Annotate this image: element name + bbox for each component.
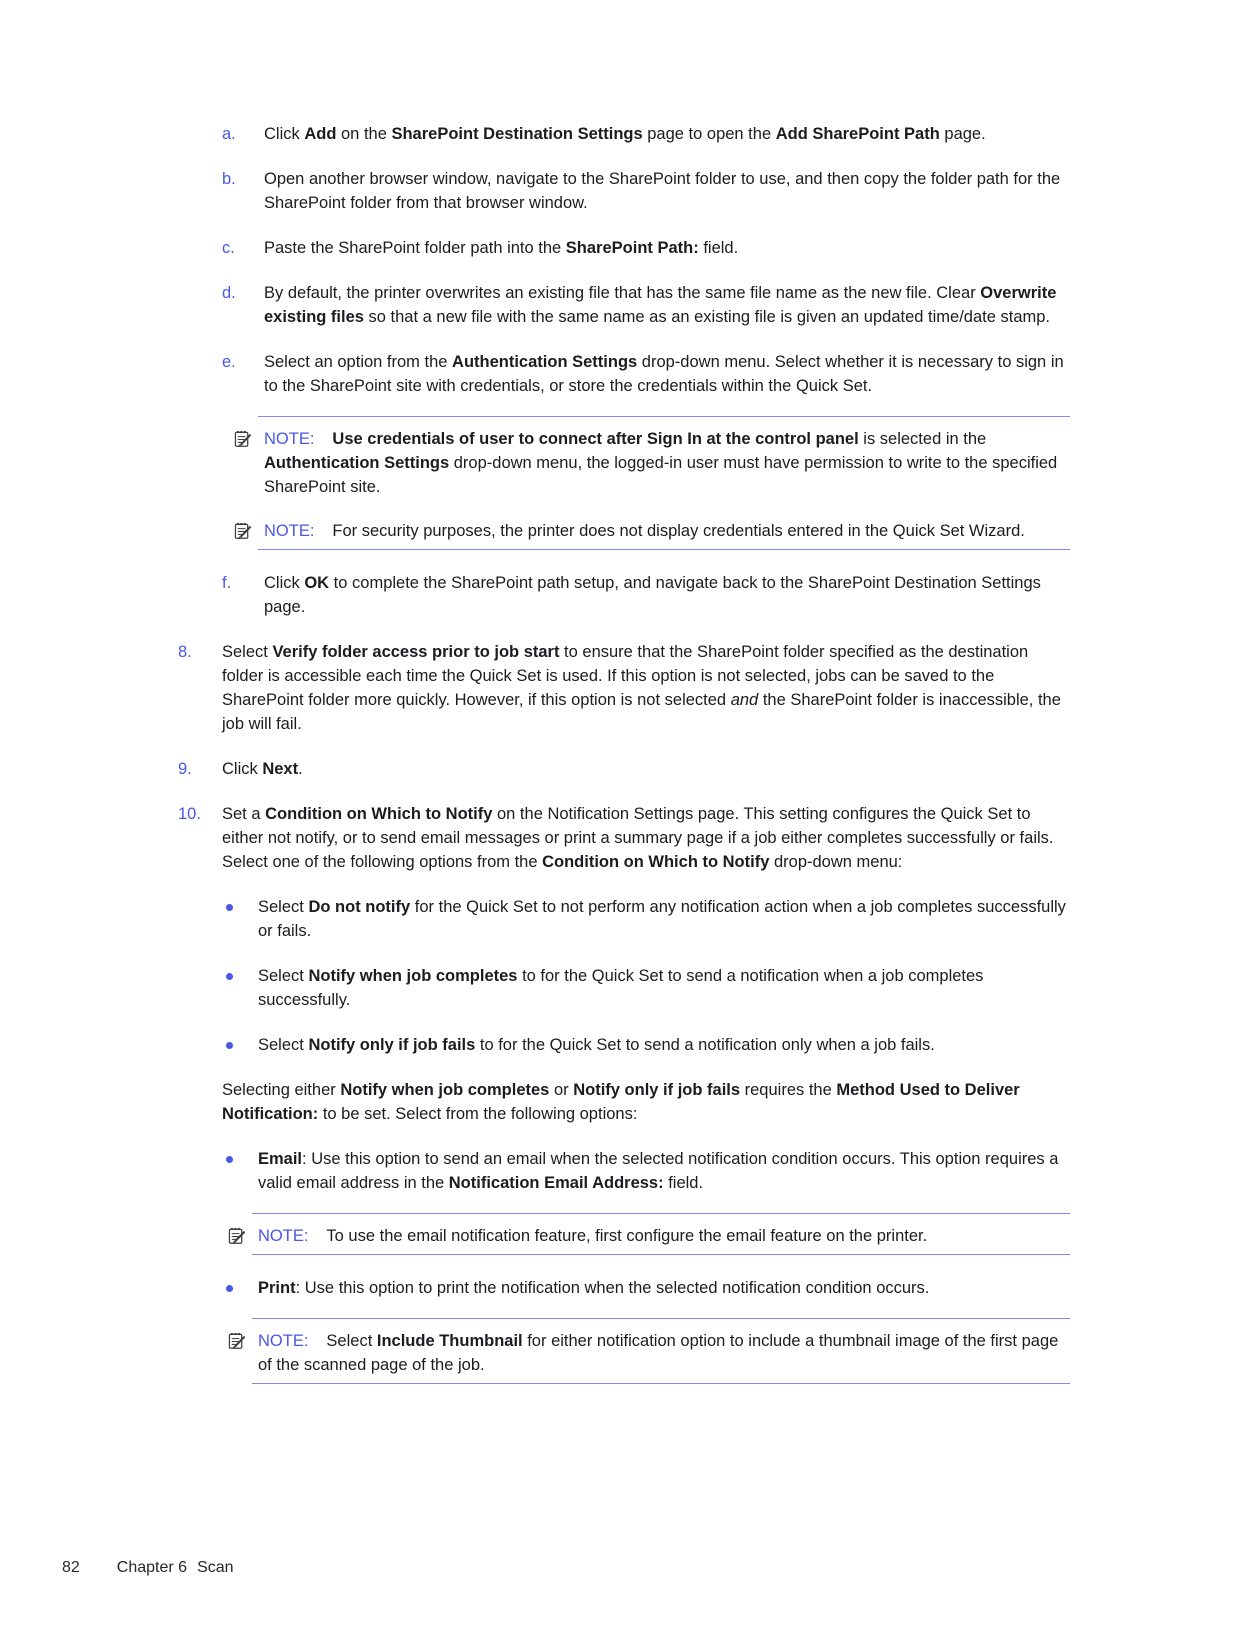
text-segment: SharePoint Path: [565, 239, 699, 257]
text-segment: drop-down menu. Select whether it is necessary to sign in to the SharePoint site with credentials, or store the credentials within the Quick Set. [264, 353, 1064, 395]
bullet-icon [226, 904, 233, 911]
list-item [178, 757, 1070, 781]
text-segment: Select [258, 1036, 309, 1054]
note-text [264, 430, 1057, 496]
text-segment: OK [304, 574, 330, 592]
text-segment: for either notification option to include a thumbnail image of the first page of the scanned page of the job. [258, 1332, 1059, 1374]
text-segment: to for the Quick Set to send a notification only when a job fails. [475, 1036, 935, 1054]
text-segment: Open another browser window, navigate to the SharePoint folder to use, and then copy the folder path for the SharePoint folder from that browser window. [264, 170, 1061, 212]
text-segment: Authentication Settings [452, 353, 638, 371]
item-text [222, 640, 1070, 736]
list-marker: f. [222, 574, 232, 592]
list-item [178, 640, 1070, 736]
text-segment: To use the email notification feature, first configure the email feature on the printer. [326, 1227, 928, 1245]
text-segment: Notify only if job fails [573, 1081, 741, 1099]
note-icon [232, 428, 255, 451]
text-segment: page. [939, 125, 986, 143]
list-marker: e. [222, 353, 236, 371]
text-segment: Do not notify [308, 898, 411, 916]
text-segment: field. [698, 239, 739, 257]
bullet-marker [226, 1033, 258, 1057]
bullet-icon [226, 973, 233, 980]
text-segment: to complete the SharePoint path setup, and navigate back to the SharePoint Destination Settings page. [264, 574, 1041, 616]
list-item [222, 236, 1070, 260]
item-text [258, 895, 1070, 943]
list-item [226, 1276, 1070, 1300]
note-text [258, 1332, 1058, 1374]
list-marker: d. [222, 284, 236, 302]
text-segment: drop-down menu, the logged-in user must have permission to write to the specified SharePoint site. [264, 454, 1058, 496]
text-segment: For security purposes, the printer does not display credentials entered in the Quick Set Wizard. [332, 522, 1025, 540]
text-segment: : Use this option to send an email when the selected notification condition occurs. This option requires a valid email address in the [258, 1150, 1059, 1192]
text-segment: Authentication Settings [264, 454, 450, 472]
text-segment: Email [258, 1150, 303, 1168]
item-text [264, 571, 1070, 619]
item-text [264, 350, 1070, 398]
text-segment: Click [222, 760, 263, 778]
item-text [222, 802, 1070, 874]
paragraph [222, 1078, 1067, 1126]
text-segment: and [730, 691, 759, 709]
text-segment: Use credentials of user to connect after Sign In at the control panel [332, 430, 859, 448]
page-number: 82 [62, 1559, 80, 1576]
text-segment: to ensure that the SharePoint folder specified as the destination folder is accessible each time the Quick Set is used. If this option is not selected, jobs can be saved to the SharePoint folder more quickly. However, if this option is not selected [222, 643, 1029, 709]
text-segment: Print [258, 1279, 296, 1297]
text-segment: so that a new file with the same name as an existing file is given an updated time/date stamp. [363, 308, 1051, 326]
text-segment: the SharePoint folder is inaccessible, the job will fail. [222, 691, 1061, 733]
bullet-marker [226, 964, 258, 1012]
text-segment: Click [264, 574, 305, 592]
note-group [252, 1213, 1070, 1255]
list-item [226, 895, 1070, 943]
item-text [258, 1276, 1070, 1300]
text-segment: . [298, 760, 303, 778]
text-segment: Notify only if job fails [308, 1036, 476, 1054]
text-segment: Condition on Which to Notify [542, 853, 770, 871]
item-text [258, 964, 1070, 1012]
text-segment: requires the [740, 1081, 837, 1099]
text-segment: SharePoint Destination Settings [391, 125, 643, 143]
note-icon [232, 520, 255, 543]
text-segment: Add SharePoint Path [775, 125, 940, 143]
note-label: NOTE: [258, 1332, 309, 1350]
text-segment: for the Quick Set to not perform any notification action when a job completes successfully or fails. [258, 898, 1066, 940]
text-segment: Selecting either [222, 1081, 341, 1099]
text-segment: page to open the [642, 125, 776, 143]
text-segment: Select [258, 898, 309, 916]
note-icon [226, 1330, 249, 1353]
text-segment: to for the Quick Set to send a notification when a job completes successfully. [258, 967, 984, 1009]
list-item [226, 964, 1070, 1012]
text-segment: to be set. Select from the following options: [318, 1105, 638, 1123]
note-block [258, 427, 1070, 499]
bullet-icon [226, 1156, 233, 1163]
bullet-marker [226, 895, 258, 943]
list-item [222, 571, 1070, 619]
bullet-marker [226, 1276, 258, 1300]
page-footer [62, 1556, 234, 1580]
text-segment: is selected in the [858, 430, 987, 448]
text-segment: Click [264, 125, 305, 143]
text-segment: Select [326, 1332, 377, 1350]
note-icon [226, 1225, 249, 1248]
list-marker: b. [222, 170, 236, 188]
note-group [258, 416, 1070, 550]
note-block [252, 1224, 1070, 1248]
text-segment: Select [222, 643, 273, 661]
item-text [264, 236, 1070, 260]
text-segment: By default, the printer overwrites an existing file that has the same file name as the new file. Clear [264, 284, 981, 302]
item-text [258, 1033, 1070, 1057]
note-block [252, 1329, 1070, 1377]
text-segment: Set a [222, 805, 266, 823]
list-item [222, 122, 1070, 146]
note-text [326, 1227, 927, 1245]
item-text [264, 167, 1070, 215]
list-marker: 10. [178, 805, 201, 823]
list-marker: 9. [178, 760, 192, 778]
list-marker: c. [222, 239, 235, 257]
text-segment: Notify when job completes [308, 967, 518, 985]
bullet-marker [226, 1147, 258, 1195]
text-segment: Select an option from the [264, 353, 453, 371]
footer-section: Scan [197, 1559, 234, 1576]
text-segment: field. [663, 1174, 704, 1192]
item-text [258, 1147, 1070, 1195]
text-segment: on the [336, 125, 392, 143]
list-item [222, 350, 1070, 398]
item-text [222, 757, 1070, 781]
text-segment: Include Thumbnail [376, 1332, 523, 1350]
list-marker: a. [222, 125, 236, 143]
note-block [258, 519, 1070, 543]
text-segment: Overwrite existing files [264, 284, 1057, 326]
text-segment: drop-down menu: [769, 853, 903, 871]
text-segment: or [549, 1081, 574, 1099]
list-item [178, 802, 1070, 874]
note-label: NOTE: [258, 1227, 309, 1245]
note-text [332, 522, 1024, 540]
text-segment: on the Notification Settings page. This setting configures the Quick Set to either not notify, or to send email messages or print a summary page if a job either completes successfully or fails. Select one of the following options from the [222, 805, 1054, 871]
item-text [264, 281, 1070, 329]
text-segment: : Use this option to print the notification when the selected notification condition occurs. [295, 1279, 930, 1297]
list-item [226, 1147, 1070, 1195]
note-label: NOTE: [264, 522, 315, 540]
list-item [226, 1033, 1070, 1057]
note-group [252, 1318, 1070, 1384]
text-segment: Paste the SharePoint folder path into the [264, 239, 566, 257]
note-label: NOTE: [264, 430, 315, 448]
bullet-icon [226, 1285, 233, 1292]
text-segment: Notification Email Address: [448, 1174, 664, 1192]
text-segment: Method Used to Deliver Notification: [222, 1081, 1020, 1123]
text-segment: Notify when job completes [340, 1081, 550, 1099]
list-marker: 8. [178, 643, 192, 661]
text-segment: Select [258, 967, 309, 985]
bullet-icon [226, 1042, 233, 1049]
text-segment: Verify folder access prior to job start [272, 643, 560, 661]
text-segment: Next [262, 760, 299, 778]
footer-chapter: Chapter 6 [116, 1559, 188, 1576]
list-item [222, 281, 1070, 329]
list-item [222, 167, 1070, 215]
text-segment: Condition on Which to Notify [265, 805, 493, 823]
text-segment: Add [304, 125, 337, 143]
item-text [264, 122, 1070, 146]
